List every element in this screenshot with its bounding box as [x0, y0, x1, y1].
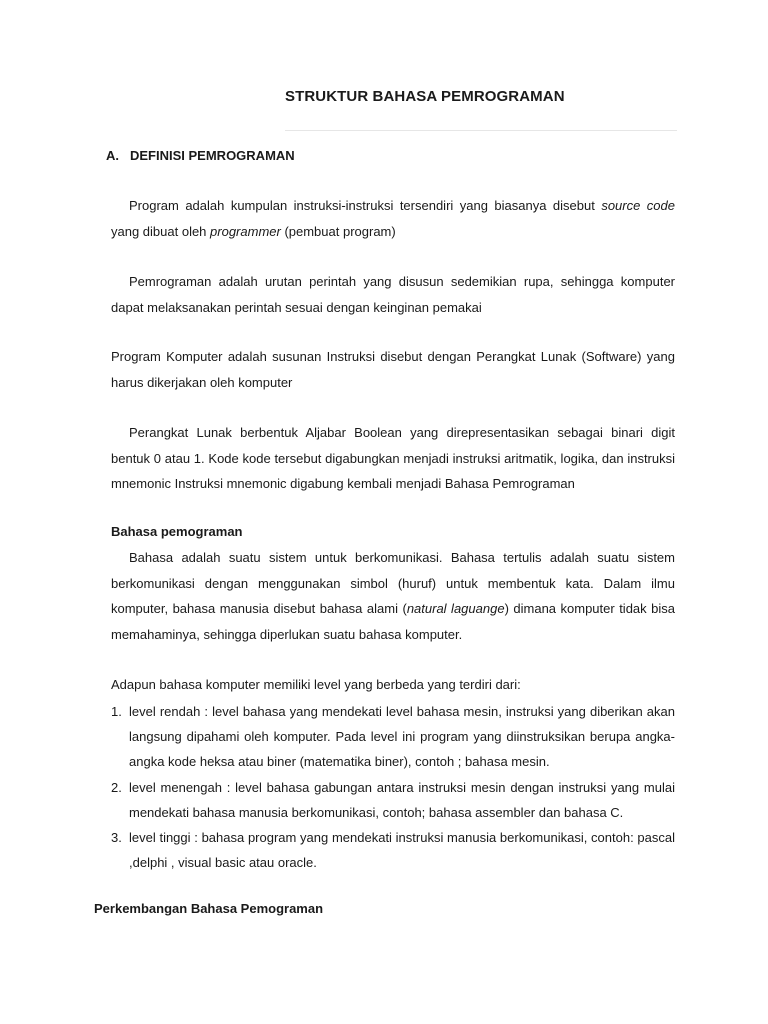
list-item-number: 2.	[111, 779, 122, 795]
p1-text-2: yang dibuat oleh	[111, 223, 211, 239]
p5-emphasis-natural-language: natural laguange	[406, 601, 505, 616]
list-item-text: level menengah : level bahasa gabungan antara instruksi mesin dengan instruksi yang mulai mendekati bahasa manusia berkomunikasi, contoh; bahasa assembler dan bahasa C.	[129, 779, 675, 820]
p5-text-1: Bahasa adalah suatu sistem untuk berkomunikasi. Bahasa tertulis adalah suatu sistem berkomunikasi dengan menggunakan simbol (huruf) untuk membentuk kata. Dalam ilmu komputer, bahasa manusia disebut bahasa alami (	[111, 550, 675, 616]
list-item	[111, 825, 675, 875]
section-a-label: DEFINISI PEMROGRAMAN	[130, 148, 295, 163]
paragraph-program-definition	[111, 193, 675, 244]
paragraph-perangkat-lunak: Perangkat Lunak berbentuk Aljabar Boolean yang direpresentasikan sebagai binari digit bentuk 0 atau 1. Kode kode tersebut digabungkan menjadi instruksi aritmatik, logika, dan instruksi mnemonic Instruksi mnemonic digabung kembali menjadi Bahasa Pemrograman	[111, 425, 675, 491]
p1-emphasis-programmer: programmer	[210, 223, 281, 239]
title-divider	[285, 130, 677, 131]
section-a-number: A.	[106, 148, 119, 163]
page-title: STRUKTUR BAHASA PEMROGRAMAN	[285, 88, 565, 105]
list-item-number: 1.	[111, 704, 122, 719]
p1-text-3: (pembuat program)	[280, 223, 396, 239]
perkembangan-heading: Perkembangan Bahasa Pemograman	[94, 901, 324, 916]
paragraph-pemrograman-definition: Pemrograman adalah urutan perintah yang disusun sedemikian rupa, sehingga komputer dapat melaksanakan perintah sesuai dengan keinginan pemakai	[111, 274, 675, 315]
list-item	[111, 775, 675, 825]
bahasa-pemograman-heading: Bahasa pemograman	[111, 524, 243, 539]
list-item-text: level rendah : level bahasa yang mendekati level bahasa mesin, instruksi yang diberikan akan langsung dipahami oleh komputer. Pada level ini program yang diinstruksikan berupa angka-angka kode heksa atau biner (matematika biner), contoh ; bahasa mesin.	[129, 704, 675, 770]
paragraph-bahasa-definition	[111, 545, 675, 647]
list-item	[111, 699, 675, 775]
level-list	[111, 699, 675, 875]
list-item-number: 3.	[111, 830, 122, 846]
paragraph-level-intro: Adapun bahasa komputer memiliki level yang berbeda yang terdiri dari:	[111, 677, 521, 692]
p5-text-2: ) dimana komputer tidak bisa memahaminya, sehingga diperlukan suatu bahasa komputer.	[111, 601, 676, 642]
p1-emphasis-source-code: source code	[601, 198, 675, 213]
section-a-heading	[106, 148, 295, 163]
list-item-text: level tinggi : bahasa program yang mendekati instruksi manusia berkomunikasi, contoh: pascal ,delphi , visual basic atau oracle.	[129, 830, 675, 871]
paragraph-program-komputer: Program Komputer adalah susunan Instruksi disebut dengan Perangkat Lunak (Software) yang harus dikerjakan oleh komputer	[111, 349, 675, 390]
p1-text-1: Program adalah kumpulan instruksi-instruksi tersendiri yang biasanya disebut	[129, 198, 602, 213]
